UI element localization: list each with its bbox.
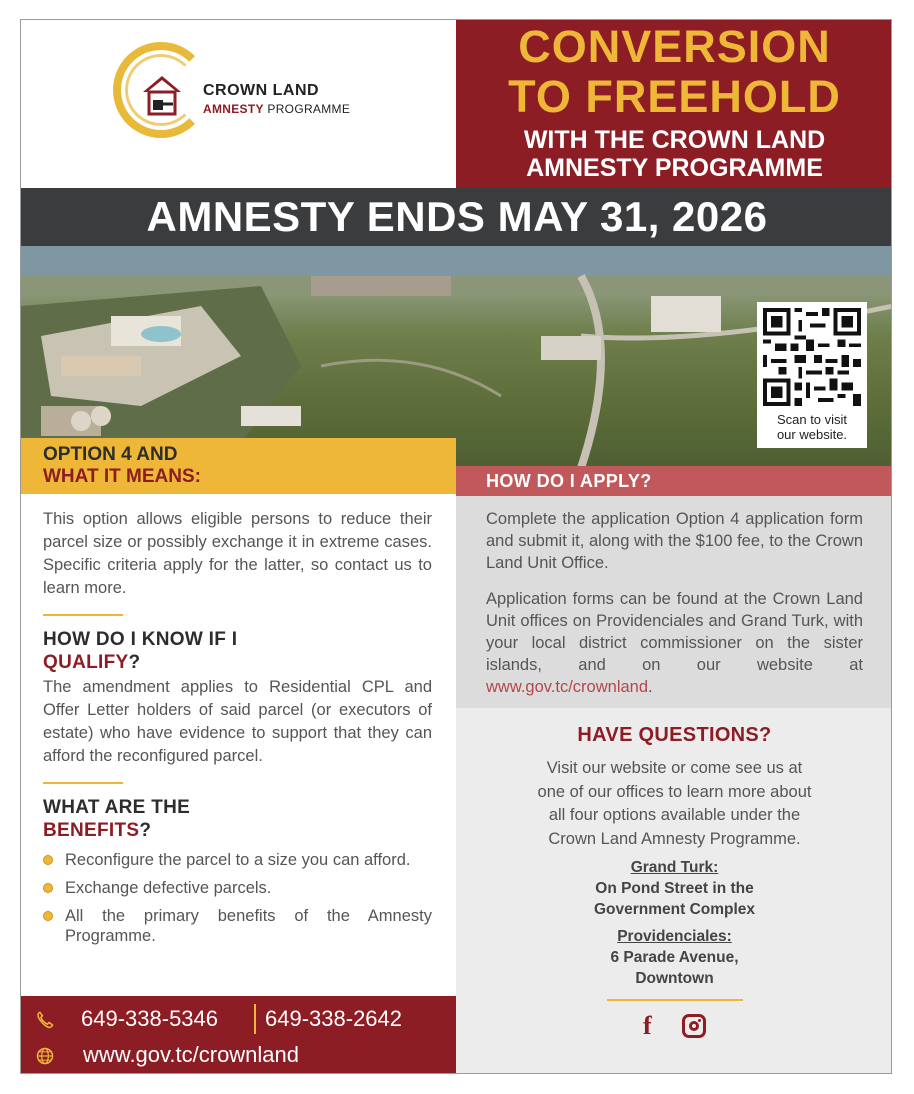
contact-bar: [21, 996, 456, 1074]
qr-code-icon[interactable]: [763, 308, 861, 406]
phone-separator: [254, 1004, 256, 1034]
subtitle-line-2: AMNESTY PROGRAMME: [526, 154, 823, 182]
divider: [43, 782, 123, 784]
title-line-2: TO FREEHOLD: [508, 71, 841, 122]
title-panel: [456, 20, 892, 188]
questions-section: [456, 708, 892, 1074]
questions-heading: HAVE QUESTIONS?: [577, 724, 772, 746]
office-address-line: On Pond Street in the: [595, 880, 754, 897]
deadline-banner: AMNESTY ENDS MAY 31, 2026: [21, 188, 892, 246]
bullet-dot-icon: [43, 855, 53, 865]
option-description: This option allows eligible persons to reduce their parcel size or possibly exchange it in extreme cases. Specific criteria apply for the latter, so contact us to learn more.: [43, 510, 432, 597]
logo-subtitle: AMNESTY PROGRAMME: [203, 102, 351, 116]
phone-number-2[interactable]: 649-338-2642: [265, 1006, 403, 1031]
instagram-icon[interactable]: [682, 1014, 706, 1038]
list-item: All the primary benefits of the Amnesty Programme.: [43, 906, 432, 946]
option-heading: [21, 438, 456, 494]
subtitle-line-1: WITH THE CROWN LAND: [523, 126, 826, 154]
title-line-1: CONVERSION: [518, 21, 831, 72]
option-heading-line-2: WHAT IT MEANS:: [43, 466, 201, 487]
divider: [607, 999, 743, 1001]
flyer: [20, 19, 892, 1074]
bullet-dot-icon: [43, 911, 53, 921]
left-column: [21, 494, 456, 996]
globe-icon: [35, 1046, 55, 1066]
office-address-line: 6 Parade Avenue,: [610, 949, 739, 966]
phone-number-1[interactable]: 649-338-5346: [81, 1006, 219, 1031]
qr-caption: Scan to visit our website.: [776, 412, 848, 442]
facebook-icon[interactable]: f: [642, 1011, 652, 1040]
apply-heading: HOW DO I APPLY?: [456, 466, 892, 496]
website-link[interactable]: www.gov.tc/crownland: [83, 1042, 300, 1067]
office-address-line: Downtown: [635, 970, 714, 987]
apply-forms-text: Application forms can be found at the Crown Land Unit offices on Providenciales and Grand Turk, with your local district commissioner on the sister islands, and on our website at www.gov.tc/crownland.: [486, 590, 863, 696]
logo-area: [21, 20, 456, 188]
office-name-grand-turk: Grand Turk:: [630, 859, 719, 876]
house-logo-icon: [139, 74, 185, 118]
phone-icon: [35, 1010, 55, 1030]
logo-title: CROWN LAND: [203, 82, 320, 99]
list-item: Reconfigure the parcel to a size you can afford.: [43, 850, 432, 870]
option-heading-line-1: OPTION 4 AND: [43, 444, 178, 465]
benefits-list: [43, 850, 432, 946]
divider: [43, 614, 123, 616]
qualify-description: The amendment applies to Residential CPL and Offer Letter holders of said parcel (or executors of estate) who have evidence to support that they can afford the reconfigured parcel.: [43, 678, 432, 765]
benefits-heading: WHAT ARE THE BENEFITS?: [43, 797, 191, 841]
social-links: [456, 1011, 892, 1041]
apply-step-text: Complete the application Option 4 application form and submit it, along with the $100 fee, to the Crown Land Unit Office.: [486, 510, 863, 572]
bullet-dot-icon: [43, 883, 53, 893]
office-address-line: Government Complex: [593, 901, 756, 918]
qualify-heading: HOW DO I KNOW IF I QUALIFY?: [43, 629, 238, 673]
apply-website-link[interactable]: www.gov.tc/crownland: [486, 678, 649, 696]
apply-section: [456, 496, 892, 708]
list-item: Exchange defective parcels.: [43, 878, 432, 898]
office-name-providenciales: Providenciales:: [617, 928, 732, 945]
qr-code-box[interactable]: [757, 302, 867, 448]
questions-text: Visit our website or come see us at one of our offices to learn more about all four options available under the Crown Land Amnesty Programme.: [537, 759, 812, 848]
